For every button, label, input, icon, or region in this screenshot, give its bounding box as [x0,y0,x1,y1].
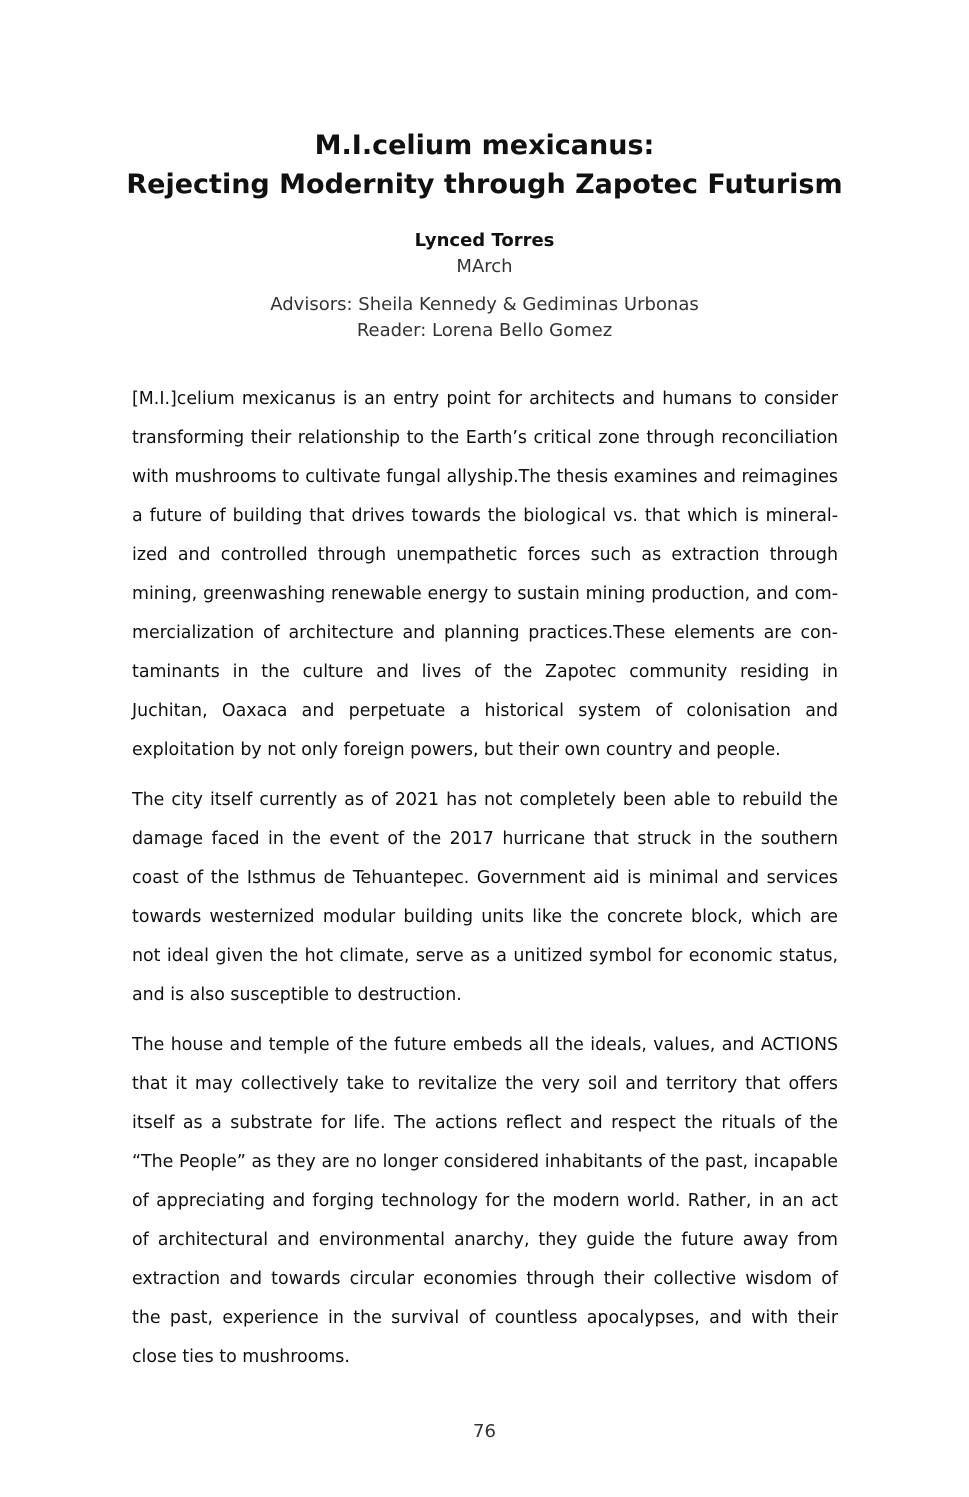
author-name: Lynced Torres [414,230,555,251]
title-line-2: Rejecting Modernity through Zapotec Futurism [126,169,843,200]
title-line-1: M.I.celium mexicanus: [314,130,655,161]
advisors-line: Advisors: Sheila Kennedy & Gediminas Urbonas [270,294,699,315]
body-paragraph-3: The house and temple of the future embeds all the ideals, values, and ACTIONS that it may collectively take to revitalize the very soil and territory that offers itself as a substrate for life. The actions reflect and respect the rituals of the “The People” as they are no longer considered inhabitants of the past, incapable of appreciating and forging technology for the modern world. Rather, in an act of architectural and environmental anarchy, they guide the future away from extraction and towards circular economies through their collective wisdom of the past, experience in the survival of countless apocalypses, and with their close ties to mushrooms. [132,1035,838,1367]
page-title [0,126,969,204]
abstract-body [132,380,838,1388]
author-degree: MArch [456,256,513,277]
header-block [0,126,969,344]
reader-line: Reader: Lorena Bello Gomez [356,320,613,341]
body-paragraph-2: The city itself currently as of 2021 has not completely been able to rebuild the damage faced in the event of the 2017 hurricane that struck in the southern coast of the Isthmus de Tehuantepec. Government aid is minimal and services towards westernized modular building units like the concrete block, which are not ideal given the hot climate, serve as a unitized symbol for economic status, and is also susceptible to destruction. [132,790,838,1005]
page-number: 76 [473,1421,496,1442]
body-paragraph-1: [M.I.]celium mexicanus is an entry point for architects and humans to consider transforming their relationship to the Earth’s critical zone through reconciliation with mushrooms to cultivate fungal allyship.The thesis examines and reimagines a future of building that drives towards the biological vs. that which is mineralized and controlled through unempathetic forces such as extraction through mining, greenwashing renewable energy to sustain mining production, and commercialization of architecture and planning practices.These elements are contaminants in the culture and lives of the Zapotec community residing in Juchitan, Oaxaca and perpetuate a historical system of colonisation and exploitation by not only foreign powers, but their own country and people. [132,389,838,760]
